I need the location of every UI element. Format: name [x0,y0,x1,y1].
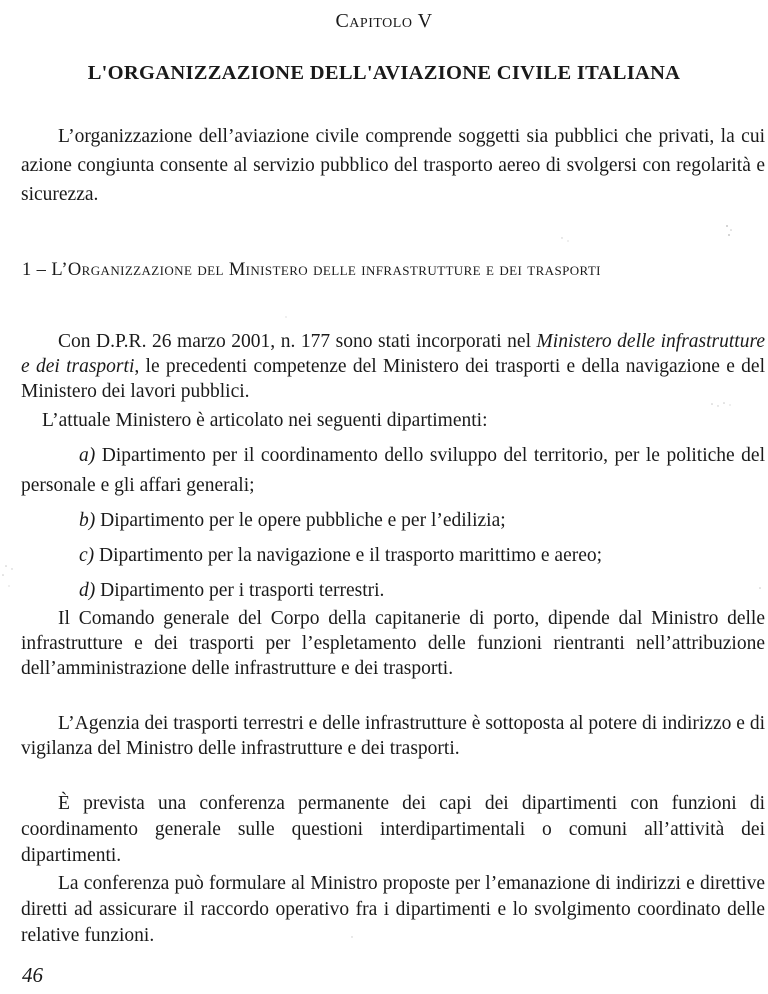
conferenza-paragraph: È prevista una conferenza permanente dei capi dei dipartimenti con funzioni di coordinamento generale sulle questioni interdipartimentali o comuni all’attività dei dipartimenti. [21,793,765,866]
agenzia-paragraph: L’Agenzia dei trasporti terrestri e delle infrastrutture è sottoposta al potere di indirizzo e di vigilanza del Ministro delle infrastrutture e dei trasporti. [21,713,765,759]
list-marker: c) [79,545,95,566]
list-marker: a) [79,445,96,466]
chapter-label: Capitolo V [335,10,433,32]
list-item-text: Dipartimento per il coordinamento dello sviluppo del territorio, per le politiche del personale e gli affari generali; [21,445,766,496]
page-number: 46 [22,963,43,987]
ministry-name: Ministero delle infrastrutture e dei trasporti [21,331,765,377]
dpr-text-after: , le precedenti competenze del Ministero dei trasporti e della navigazione e del Ministero dei lavori pubblici. [21,356,766,402]
list-item [21,506,765,536]
dpr-text-before: Con D.P.R. 26 marzo 2001, n. 177 sono stati incorporati nel [58,331,537,352]
list-item [21,576,765,606]
section-heading: 1 – L’Organizzazione del Ministero delle infrastrutture e dei trasporti [22,260,601,280]
comando-paragraph: Il Comando generale del Corpo della capitanerie di porto, dipende dal Ministro delle infrastrutture e dei trasporti per l’espletamento delle funzioni rientranti nell’attribuzione dell’amministrazione delle infrastrutture e dei trasporti. [21,608,765,679]
dpr-paragraph [21,329,765,404]
departments-intro: L’attuale Ministero è articolato nei seguenti dipartimenti: [42,410,488,431]
department-list [21,441,765,611]
chapter-title: L'ORGANIZZAZIONE DELL'AVIAZIONE CIVILE ITALIANA [87,62,681,84]
list-item-text: Dipartimento per i trasporti terrestri. [100,580,385,601]
formulare-paragraph: La conferenza può formulare al Ministro proposte per l’emanazione di indirizzi e direttive diretti ad assicurare il raccordo operativo fra i dipartimenti e lo svolgimento coordinato delle relative funzioni. [21,873,765,946]
list-marker: d) [79,580,96,601]
list-item [21,541,765,571]
list-item [21,441,765,501]
list-item-text: Dipartimento per la navigazione e il trasporto marittimo e aereo; [99,545,603,566]
list-marker: b) [79,510,96,531]
intro-paragraph: L’organizzazione dell’aviazione civile comprende soggetti sia pubblici che privati, la cui azione congiunta consente al servizio pubblico del trasporto aereo di svolgersi con regolarità e sicurezza. [21,126,765,205]
list-item-text: Dipartimento per le opere pubbliche e per l’edilizia; [100,510,506,531]
